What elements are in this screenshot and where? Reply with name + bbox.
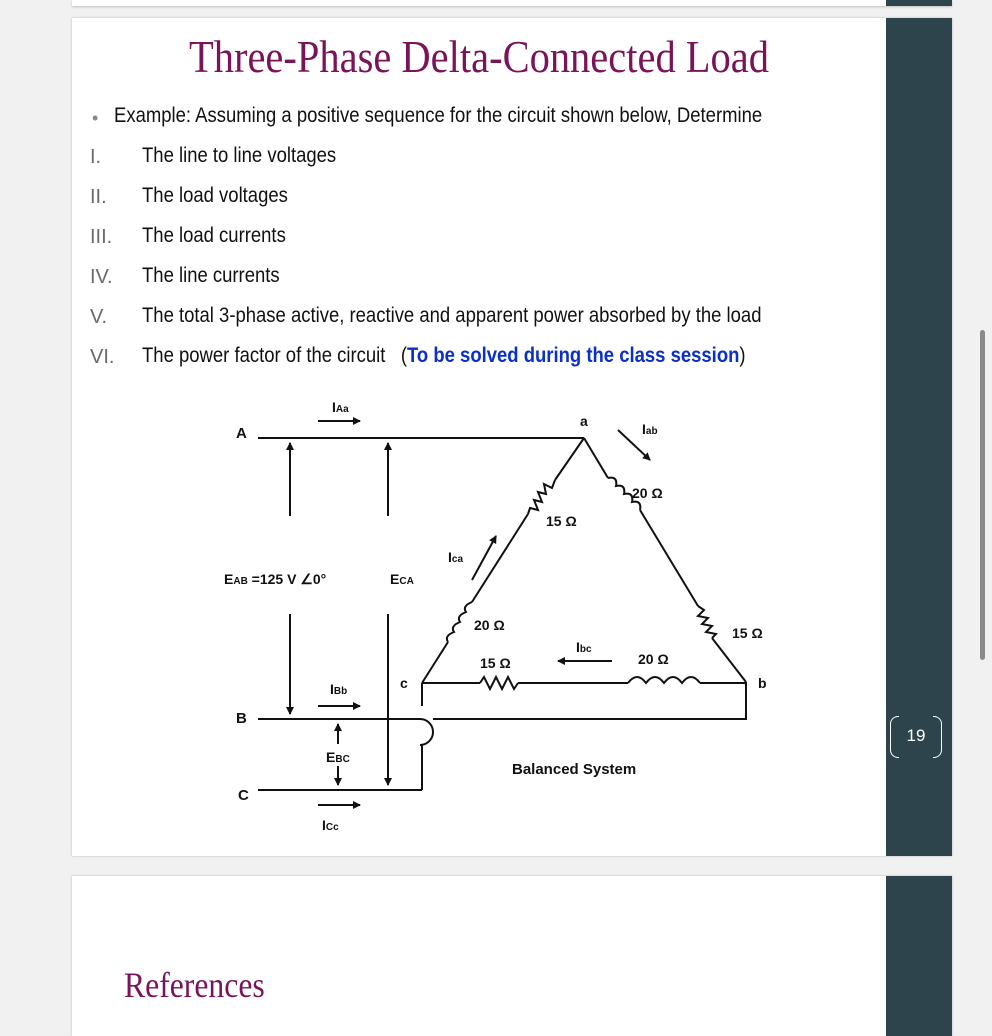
ebc-label: EBC: [326, 749, 350, 765]
vertical-scrollbar[interactable]: [980, 330, 985, 660]
slide-sidebar: [886, 876, 952, 1036]
icc-label: ICc: [322, 817, 339, 833]
node-c-label: c: [400, 675, 408, 691]
ibb-label: IBb: [330, 681, 348, 697]
item-text-1: The line to line voltages: [142, 144, 337, 167]
slide-title: Three-Phase Delta-Connected Load: [189, 31, 769, 82]
x-ca-20-label: 20 Ω: [474, 617, 505, 633]
inductor-ca-20: [447, 602, 472, 642]
references-title: References: [124, 965, 265, 1005]
resistor-ab-15: [698, 606, 716, 638]
item-number-5: V.: [90, 306, 108, 328]
node-a-label: a: [580, 413, 588, 429]
delta-ac-top: [555, 438, 584, 480]
item-number-2: II.: [90, 186, 107, 208]
class-session-note: To be solved during the class session: [407, 344, 740, 367]
note-open-paren: (: [400, 344, 408, 367]
item-text-6-main: The power factor of the circuit: [142, 344, 386, 367]
note-close-paren: ): [739, 344, 746, 367]
balanced-system-caption: Balanced System: [512, 761, 637, 778]
iaa-label: IAa: [332, 399, 349, 415]
slide-three-phase-delta[interactable]: [72, 18, 952, 856]
item-text-5: The total 3-phase active, reactive and apparent power absorbed by the load: [142, 304, 762, 327]
resistor-bc-15: [480, 677, 518, 689]
item-text-4: The line currents: [142, 264, 280, 287]
item-text-3: The load currents: [142, 224, 286, 247]
iab-label: Iab: [642, 421, 658, 437]
ibc-label: Ibc: [576, 639, 592, 655]
line-B-crossover: [420, 719, 433, 745]
node-B-label: B: [236, 710, 247, 727]
item-number-3: III.: [90, 226, 113, 248]
eca-label: ECA: [390, 571, 414, 587]
page-number-badge: [888, 716, 944, 758]
x-bc-20-label: 20 Ω: [638, 651, 669, 667]
delta-circuit-diagram: [72, 18, 952, 856]
item-number-4: IV.: [90, 266, 113, 288]
node-C-label: C: [238, 787, 249, 804]
resistor-ca-15: [528, 480, 555, 514]
inductor-bc-20: [628, 677, 700, 683]
item-number-1: I.: [90, 146, 102, 168]
slide-sidebar: [886, 0, 952, 6]
eab-label: EAB =125 V ∠0°: [224, 571, 327, 587]
example-text: Assuming a positive sequence for the circuit shown below, Determine: [191, 104, 763, 127]
delta-ab-mid: [640, 510, 698, 606]
ica-label: Ica: [448, 549, 464, 565]
line-B-wire-right: [433, 682, 746, 719]
r-ca-15-label: 15 Ω: [480, 655, 511, 671]
bullet-dot: •: [92, 108, 99, 128]
r-ab-15-label: 15 Ω: [546, 513, 577, 529]
item-number-6: VI.: [90, 346, 115, 368]
example-label: Example:: [114, 104, 192, 127]
slide-references[interactable]: [72, 876, 952, 1036]
previous-slide-edge: [72, 0, 952, 6]
item-text-2: The load voltages: [142, 184, 288, 207]
r-bc-15-side-label: 15 Ω: [732, 625, 763, 641]
ica-arrow: [472, 536, 496, 580]
delta-ab-top: [584, 438, 608, 478]
delta-ab-bottom: [712, 638, 746, 682]
delta-ac-mid: [472, 514, 528, 602]
node-b-label: b: [758, 675, 767, 691]
node-A-label: A: [236, 425, 247, 442]
delta-ac-bottom: [422, 642, 448, 683]
page-number: 19: [906, 726, 926, 745]
x-ab-20-label: 20 Ω: [632, 485, 663, 501]
